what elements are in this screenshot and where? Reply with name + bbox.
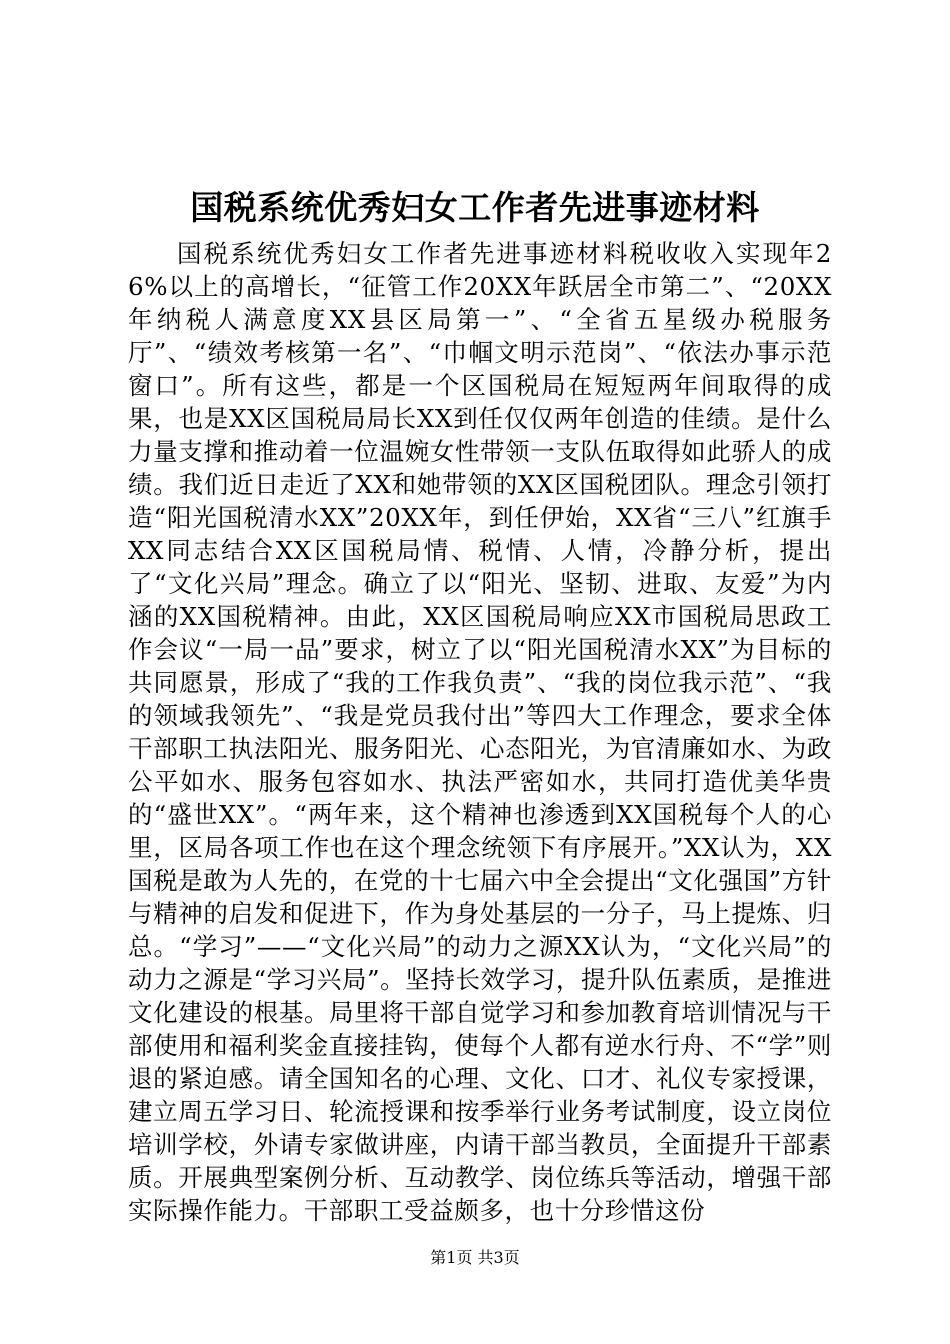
document-title: 国税系统优秀妇女工作者先进事迹材料 <box>190 188 760 227</box>
document-body: 国税系统优秀妇女工作者先进事迹材料税收收入实现年26%以上的高增长，“征管工作20XX年跃居全市第二”、“20XX年纳税人满意度XX县区局第一”、“全省五星级办税服务厅”、“绩效考核第一名”、“巾帼文明示范岗”、“依法办事示范窗口”。所有这些，都是一个区国税局在短短两年间取得的成果，也是XX区国税局局长XX到任仅仅两年创造的佳绩。是什么力量支撑和推动着一位温婉女性带领一支队伍取得如此骄人的成绩。我们近日走近了XX和她带领的XX区国税团队。理念引领打造“阳光国税清水XX”20XX年，到任伊始，XX省“三八”红旗手XX同志结合XX区国税局情、税情、人情，冷静分析，提出了“文化兴局”理念。确立了以“阳光、坚韧、进取、友爱”为内涵的XX国税精神。由此，XX区国税局响应XX市国税局思政工作会议“一局一品”要求，树立了以“阳光国税清水XX”为目标的共同愿景，形成了“我的工作我负责”、“我的岗位我示范”、“我的领域我领先”、“我是党员我付出”等四大工作理念，要求全体干部职工执法阳光、服务阳光、心态阳光，为官清廉如水、为政公平如水、服务包容如水、执法严密如水，共同打造优美华贵的“盛世XX”。“两年来，这个精神也渗透到XX国税每个人的心里，区局各项工作也在这个理念统领下有序展开。”XX认为，XX国税是敢为人先的，在党的十七届六中全会提出“文化强国”方针与精神的启发和促进下，作为身处基层的一分子，马上提炼、归总。“学习”——“文化兴局”的动力之源XX认为，“文化兴局”的动力之源是“学习兴局”。坚持长效学习，提升队伍素质，是推进文化建设的根基。局里将干部自觉学习和参加教育培训情况与干部使用和福利奖金直接挂钩，使每个人都有逆水行舟、不“学”则退的紧迫感。请全国知名的心理、文化、口才、礼仪专家授课，建立周五学习日、轮流授课和按季举行业务考试制度，设立岗位培训学校，外请专家做讲座，内请干部当教员，全面提升干部素质。开展典型案例分析、互动教学、岗位练兵等活动，增强干部实际操作能力。干部职工受益颇多，也十分珍惜这份 <box>128 239 832 1225</box>
page-number-footer: 第1页 共3页 <box>430 1248 520 1267</box>
